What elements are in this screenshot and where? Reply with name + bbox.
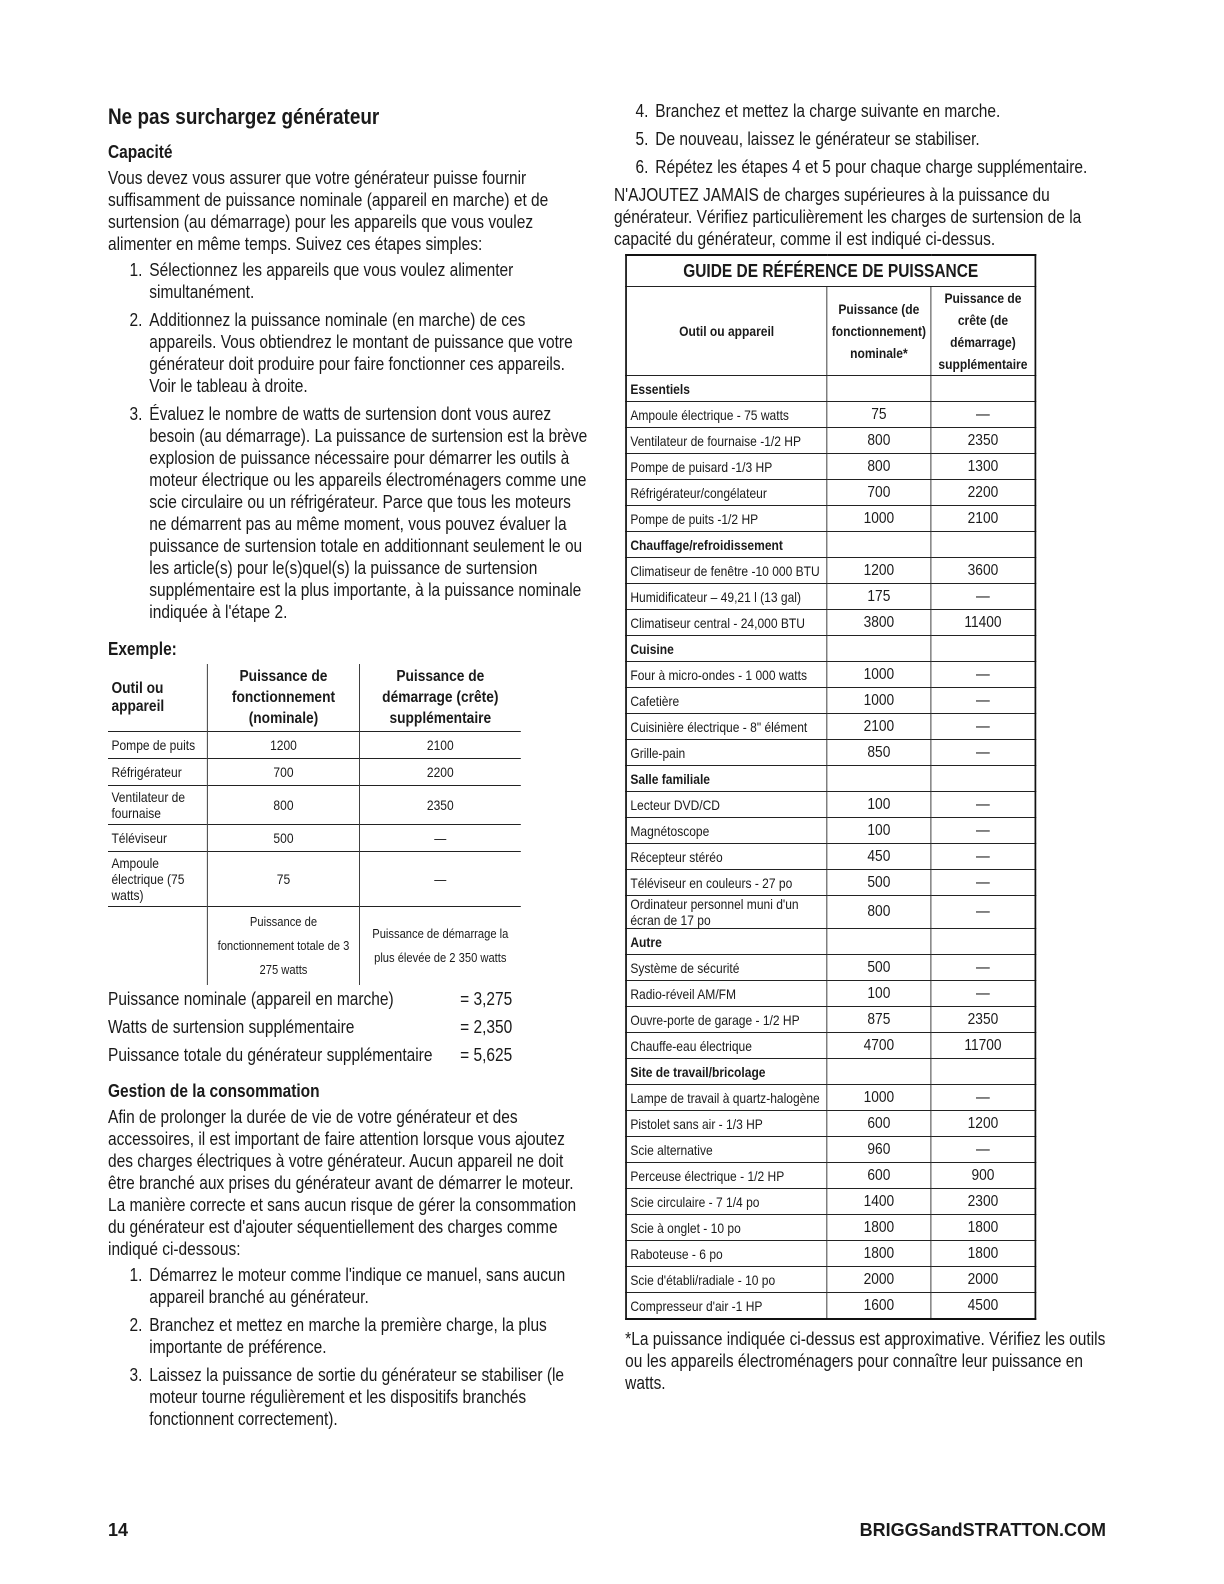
footnote: *La puissance indiquée ci-dessus est approximative. Vérifiez les outils ou les appareils électroménagers pour connaître leur puissance en watts.: [625, 1329, 1106, 1393]
step-number: 6.: [635, 157, 649, 177]
table-cell: Four à micro-ondes - 1 000 watts: [626, 662, 827, 688]
table-row: [626, 610, 1035, 636]
sum-row: [108, 1041, 512, 1069]
step-number: 4.: [635, 101, 649, 121]
table-row: [626, 955, 1035, 981]
table-cell: 1600: [827, 1293, 931, 1320]
table-cell: [827, 929, 931, 955]
step-text: Évaluez le nombre de watts de surtension dont vous aurez besoin (au démarrage). La puissance de surtension est la brève explosion de puissance nécessaire pour démarrer les outils à moteur électrique ou les appareils électroménagers comme une scie circulaire ou un réfrigérateur. Parce que tous les moteurs ne démarrent pas au même moment, vous pouvez évaluer la puissance de surtension totale en additionnant seulement le ou les article(s) pour le(s)quel(s) la puissance de surtension supplémentaire est la plus importante, à la puissance nominale indiquée à l'étape 2.: [149, 404, 588, 622]
table-cell: Ordinateur personnel muni d'un écran de 17 po: [626, 896, 827, 929]
table-cell: —: [931, 1137, 1035, 1163]
step-number: 5.: [635, 129, 649, 149]
table-cell: —: [931, 792, 1035, 818]
table-row: [626, 428, 1035, 454]
col-header: Puissance de démarrage (crête) supplémentaire: [359, 664, 520, 732]
table-cell: Cuisinière électrique - 8" élément: [626, 714, 827, 740]
table-cell: Magnétoscope: [626, 818, 827, 844]
gestion-steps: [108, 1264, 591, 1430]
table-cell: —: [931, 981, 1035, 1007]
table-cell: Pompe de puits: [108, 732, 208, 759]
sum-value: = 5,625: [460, 1045, 513, 1065]
table-cell: 500: [208, 825, 360, 852]
table-row: [626, 870, 1035, 896]
example-table: [108, 664, 521, 985]
table-row: [626, 844, 1035, 870]
table-cell: 2350: [931, 1007, 1035, 1033]
table-cell: 2100: [931, 506, 1035, 532]
step-text: Répétez les étapes 4 et 5 pour chaque charge supplémentaire.: [655, 157, 1088, 177]
table-row: [626, 1111, 1035, 1137]
table-row: [626, 981, 1035, 1007]
step-text: Additionnez la puissance nominale (en marche) de ces appareils. Vous obtiendrez le montant de puissance que votre générateur doit produire pour faire fonctionner ces appareils. Voir le tableau à droite.: [149, 310, 573, 396]
table-row: [626, 688, 1035, 714]
table-cell: [827, 766, 931, 792]
table-row: [626, 1189, 1035, 1215]
capacite-intro: Vous devez vous assurer que votre générateur puisse fournir suffisamment de puissance nominale (appareil en marche) et de surtension (au démarrage) pour les appareils que vous voulez alimenter en même temps. Suivez ces étapes simples:: [108, 168, 549, 254]
sum-label: Puissance totale du générateur supplémentaire: [108, 1045, 433, 1065]
step-text: Démarrez le moteur comme l'indique ce manuel, sans aucun appareil branché au générateur.: [149, 1265, 566, 1307]
table-row: [626, 1163, 1035, 1189]
table-row: [108, 786, 521, 825]
step-number: 2.: [129, 1315, 143, 1335]
category-label: Essentiels: [626, 376, 827, 402]
table-cell: 1000: [827, 1085, 931, 1111]
table-row: [626, 1007, 1035, 1033]
capacite-heading: Capacité: [108, 142, 173, 162]
exemple-heading: Exemple:: [108, 639, 177, 659]
table-cell: Lampe de travail à quartz-halogène: [626, 1085, 827, 1111]
table-cell: Compresseur d'air -1 HP: [626, 1293, 827, 1320]
step-number: 3.: [129, 404, 143, 424]
table-row: [626, 1033, 1035, 1059]
table-cell: —: [931, 896, 1035, 929]
table-cell: Pompe de puits -1/2 HP: [626, 506, 827, 532]
table-cell: Scie d'établi/radiale - 10 po: [626, 1267, 827, 1293]
table-cell: Téléviseur en couleurs - 27 po: [626, 870, 827, 896]
category-row: [626, 636, 1035, 662]
table-cell: 2000: [931, 1267, 1035, 1293]
table-cell: Téléviseur: [108, 825, 208, 852]
category-label: Site de travail/bricolage: [626, 1059, 827, 1085]
table-cell: Ampoule électrique - 75 watts: [626, 402, 827, 428]
step-text: Branchez et mettez la charge suivante en marche.: [655, 101, 1001, 121]
table-cell: —: [931, 870, 1035, 896]
table-row: [626, 1137, 1035, 1163]
table-cell: 1800: [827, 1241, 931, 1267]
table-cell: 700: [827, 480, 931, 506]
list-item: [108, 1364, 591, 1430]
table-cell: Scie à onglet - 10 po: [626, 1215, 827, 1241]
category-row: [626, 1059, 1035, 1085]
table-cell: 1000: [827, 662, 931, 688]
table-cell: 600: [827, 1111, 931, 1137]
col-header: Puissance de crête (de démarrage) supplémentaire: [931, 287, 1035, 376]
table-title: GUIDE DE RÉFÉRENCE DE PUISSANCE: [626, 255, 1035, 287]
table-row: [626, 896, 1035, 929]
table-cell: [827, 1059, 931, 1085]
category-row: [626, 766, 1035, 792]
table-cell: 2100: [359, 732, 520, 759]
table-cell: [931, 636, 1035, 662]
table-cell: Ventilateur de fournaise -1/2 HP: [626, 428, 827, 454]
col-header: Puissance de fonctionnement (nominale): [208, 664, 360, 732]
table-cell: 75: [827, 402, 931, 428]
list-item: [108, 259, 591, 303]
table-cell: 2350: [931, 428, 1035, 454]
table-cell: —: [931, 714, 1035, 740]
table-cell: 175: [827, 584, 931, 610]
table-cell: 600: [827, 1163, 931, 1189]
table-cell: 1800: [931, 1241, 1035, 1267]
power-reference-table: [625, 254, 1036, 1320]
table-cell: 1200: [827, 558, 931, 584]
table-cell: 2300: [931, 1189, 1035, 1215]
category-label: Autre: [626, 929, 827, 955]
table-row: [626, 740, 1035, 766]
table-cell: [827, 532, 931, 558]
example-sums: [108, 985, 591, 1069]
table-cell: Système de sécurité: [626, 955, 827, 981]
section-heading: Ne pas surchargez générateur: [108, 104, 380, 129]
table-cell: 1000: [827, 506, 931, 532]
table-cell: 100: [827, 981, 931, 1007]
sum-row: [108, 985, 512, 1013]
table-cell: Récepteur stéréo: [626, 844, 827, 870]
table-row: [626, 662, 1035, 688]
list-item: [614, 156, 1107, 178]
table-cell: Scie circulaire - 7 1/4 po: [626, 1189, 827, 1215]
table-cell: Réfrigérateur: [108, 759, 208, 786]
list-item: [108, 1314, 591, 1358]
table-row: [626, 584, 1035, 610]
table-cell: Pompe de puisard -1/3 HP: [626, 454, 827, 480]
step-text: Laissez la puissance de sortie du générateur se stabiliser (le moteur tourne régulièrement et les dispositifs branchés fonctionnent correctement).: [149, 1365, 565, 1429]
step-text: Branchez et mettez en marche la première charge, la plus importante de préférence.: [149, 1315, 547, 1357]
gestion-heading: Gestion de la consommation: [108, 1081, 320, 1101]
page-number: 14: [108, 1520, 129, 1540]
table-cell: 1200: [931, 1111, 1035, 1137]
table-cell: 11700: [931, 1033, 1035, 1059]
table-cell: Pistolet sans air - 1/3 HP: [626, 1111, 827, 1137]
list-item: [108, 1264, 591, 1308]
category-row: [626, 929, 1035, 955]
step-number: 1.: [129, 260, 143, 280]
table-row: [108, 852, 521, 907]
table-row: [108, 825, 521, 852]
table-cell: 100: [827, 792, 931, 818]
col-header: Outil ou appareil: [626, 287, 827, 376]
table-cell: 800: [208, 786, 360, 825]
col-header: Outil ou appareil: [111, 679, 165, 715]
table-cell: 850: [827, 740, 931, 766]
table-cell: —: [931, 688, 1035, 714]
step-text: Sélectionnez les appareils que vous voulez alimenter simultanément.: [149, 260, 514, 302]
table-cell: Climatiseur de fenêtre -10 000 BTU: [626, 558, 827, 584]
table-cell: 2000: [827, 1267, 931, 1293]
table-cell: 2350: [359, 786, 520, 825]
table-cell: —: [931, 955, 1035, 981]
gestion-steps-cont: [614, 100, 1107, 178]
table-cell: 800: [827, 428, 931, 454]
table-cell: 4500: [931, 1293, 1035, 1320]
table-cell: —: [931, 818, 1035, 844]
warning-text: N'AJOUTEZ JAMAIS de charges supérieures à la puissance du générateur. Vérifiez particulièrement les charges de surtension de la capacité du générateur, comme il est indiqué ci-dessus.: [614, 185, 1082, 249]
table-cell: —: [931, 1085, 1035, 1111]
table-cell: [931, 766, 1035, 792]
sum-value: = 3,275: [460, 989, 513, 1009]
step-text: De nouveau, laissez le générateur se stabiliser.: [655, 129, 980, 149]
table-cell: 2200: [359, 759, 520, 786]
category-label: Salle familiale: [626, 766, 827, 792]
table-row: [626, 818, 1035, 844]
table-cell: Humidificateur – 49,21 l (13 gal): [626, 584, 827, 610]
sum-label: Puissance nominale (appareil en marche): [108, 989, 394, 1009]
table-cell: 2200: [931, 480, 1035, 506]
table-cell: Climatiseur central - 24,000 BTU: [626, 610, 827, 636]
table-cell: Ventilateur de fournaise: [108, 786, 208, 825]
table-row: [626, 792, 1035, 818]
table-cell: 3800: [827, 610, 931, 636]
table-cell: 1800: [931, 1215, 1035, 1241]
table-cell: [827, 636, 931, 662]
table-cell: Raboteuse - 6 po: [626, 1241, 827, 1267]
table-cell: —: [931, 662, 1035, 688]
table-row: [626, 1267, 1035, 1293]
step-number: 3.: [129, 1365, 143, 1385]
step-number: 1.: [129, 1265, 143, 1285]
table-cell: Lecteur DVD/CD: [626, 792, 827, 818]
left-column: [108, 100, 592, 1436]
category-row: [626, 532, 1035, 558]
table-cell: 1300: [931, 454, 1035, 480]
sum-row: [108, 1013, 512, 1041]
table-cell: [931, 532, 1035, 558]
table-cell: [931, 376, 1035, 402]
table-cell: 3600: [931, 558, 1035, 584]
footer-cell: Puissance de démarrage la plus élevée de 2 350 watts: [359, 907, 520, 986]
table-cell: 800: [827, 896, 931, 929]
table-cell: Perceuse électrique - 1/2 HP: [626, 1163, 827, 1189]
table-cell: Ouvre-porte de garage - 1/2 HP: [626, 1007, 827, 1033]
footer-cell: [108, 907, 208, 986]
table-cell: Réfrigérateur/congélateur: [626, 480, 827, 506]
table-cell: —: [359, 852, 520, 907]
sum-value: = 2,350: [460, 1017, 513, 1037]
list-item: [614, 128, 1107, 150]
category-label: Cuisine: [626, 636, 827, 662]
table-cell: Cafetière: [626, 688, 827, 714]
table-cell: Grille-pain: [626, 740, 827, 766]
capacite-steps: [108, 259, 591, 623]
table-cell: —: [931, 584, 1035, 610]
table-row: [626, 1085, 1035, 1111]
table-cell: 2100: [827, 714, 931, 740]
right-column: [614, 100, 1108, 1394]
table-row: [108, 759, 521, 786]
table-cell: 500: [827, 955, 931, 981]
table-cell: 900: [931, 1163, 1035, 1189]
table-cell: 1000: [827, 688, 931, 714]
table-row: [626, 1241, 1035, 1267]
step-number: 2.: [129, 310, 143, 330]
table-cell: 11400: [931, 610, 1035, 636]
table-row: [626, 558, 1035, 584]
table-cell: Scie alternative: [626, 1137, 827, 1163]
table-cell: 875: [827, 1007, 931, 1033]
table-cell: —: [931, 740, 1035, 766]
sum-label: Watts de surtension supplémentaire: [108, 1017, 355, 1037]
table-cell: —: [931, 844, 1035, 870]
table-cell: Chauffe-eau électrique: [626, 1033, 827, 1059]
table-row: [626, 402, 1035, 428]
table-cell: [827, 376, 931, 402]
col-header: Puissance (de fonctionnement) nominale*: [827, 287, 931, 376]
table-cell: 1200: [208, 732, 360, 759]
table-cell: 1400: [827, 1189, 931, 1215]
list-item: [614, 100, 1107, 122]
table-row: [626, 1215, 1035, 1241]
website: BRIGGSandSTRATTON.COM: [859, 1520, 1106, 1540]
table-cell: Ampoule électrique (75 watts): [108, 852, 208, 907]
list-item: [108, 403, 591, 623]
category-row: [626, 376, 1035, 402]
table-cell: 960: [827, 1137, 931, 1163]
table-row: [626, 1293, 1035, 1320]
table-cell: 450: [827, 844, 931, 870]
table-row: [626, 714, 1035, 740]
footer-cell: Puissance de fonctionnement totale de 3 275 watts: [208, 907, 360, 986]
table-cell: [931, 1059, 1035, 1085]
table-cell: 500: [827, 870, 931, 896]
table-cell: 700: [208, 759, 360, 786]
table-row: [108, 732, 521, 759]
table-cell: —: [359, 825, 520, 852]
table-row: [626, 506, 1035, 532]
gestion-intro: Afin de prolonger la durée de vie de votre générateur et des accessoires, il est important de faire attention lorsque vous ajoutez des charges électriques à votre générateur. Aucun appareil ne doit être branché aux prises du générateur avant de démarrer le moteur. La manière correcte et sans aucun risque de gérer la consommation du générateur est d'ajouter séquentiellement des charges comme indiqué ci-dessous:: [108, 1107, 577, 1259]
table-cell: 75: [208, 852, 360, 907]
table-row: [626, 480, 1035, 506]
list-item: [108, 309, 591, 397]
table-cell: [931, 929, 1035, 955]
table-cell: 1800: [827, 1215, 931, 1241]
table-cell: 100: [827, 818, 931, 844]
category-label: Chauffage/refroidissement: [626, 532, 827, 558]
table-cell: 4700: [827, 1033, 931, 1059]
table-row: [626, 454, 1035, 480]
table-cell: Radio-réveil AM/FM: [626, 981, 827, 1007]
table-cell: —: [931, 402, 1035, 428]
table-cell: 800: [827, 454, 931, 480]
